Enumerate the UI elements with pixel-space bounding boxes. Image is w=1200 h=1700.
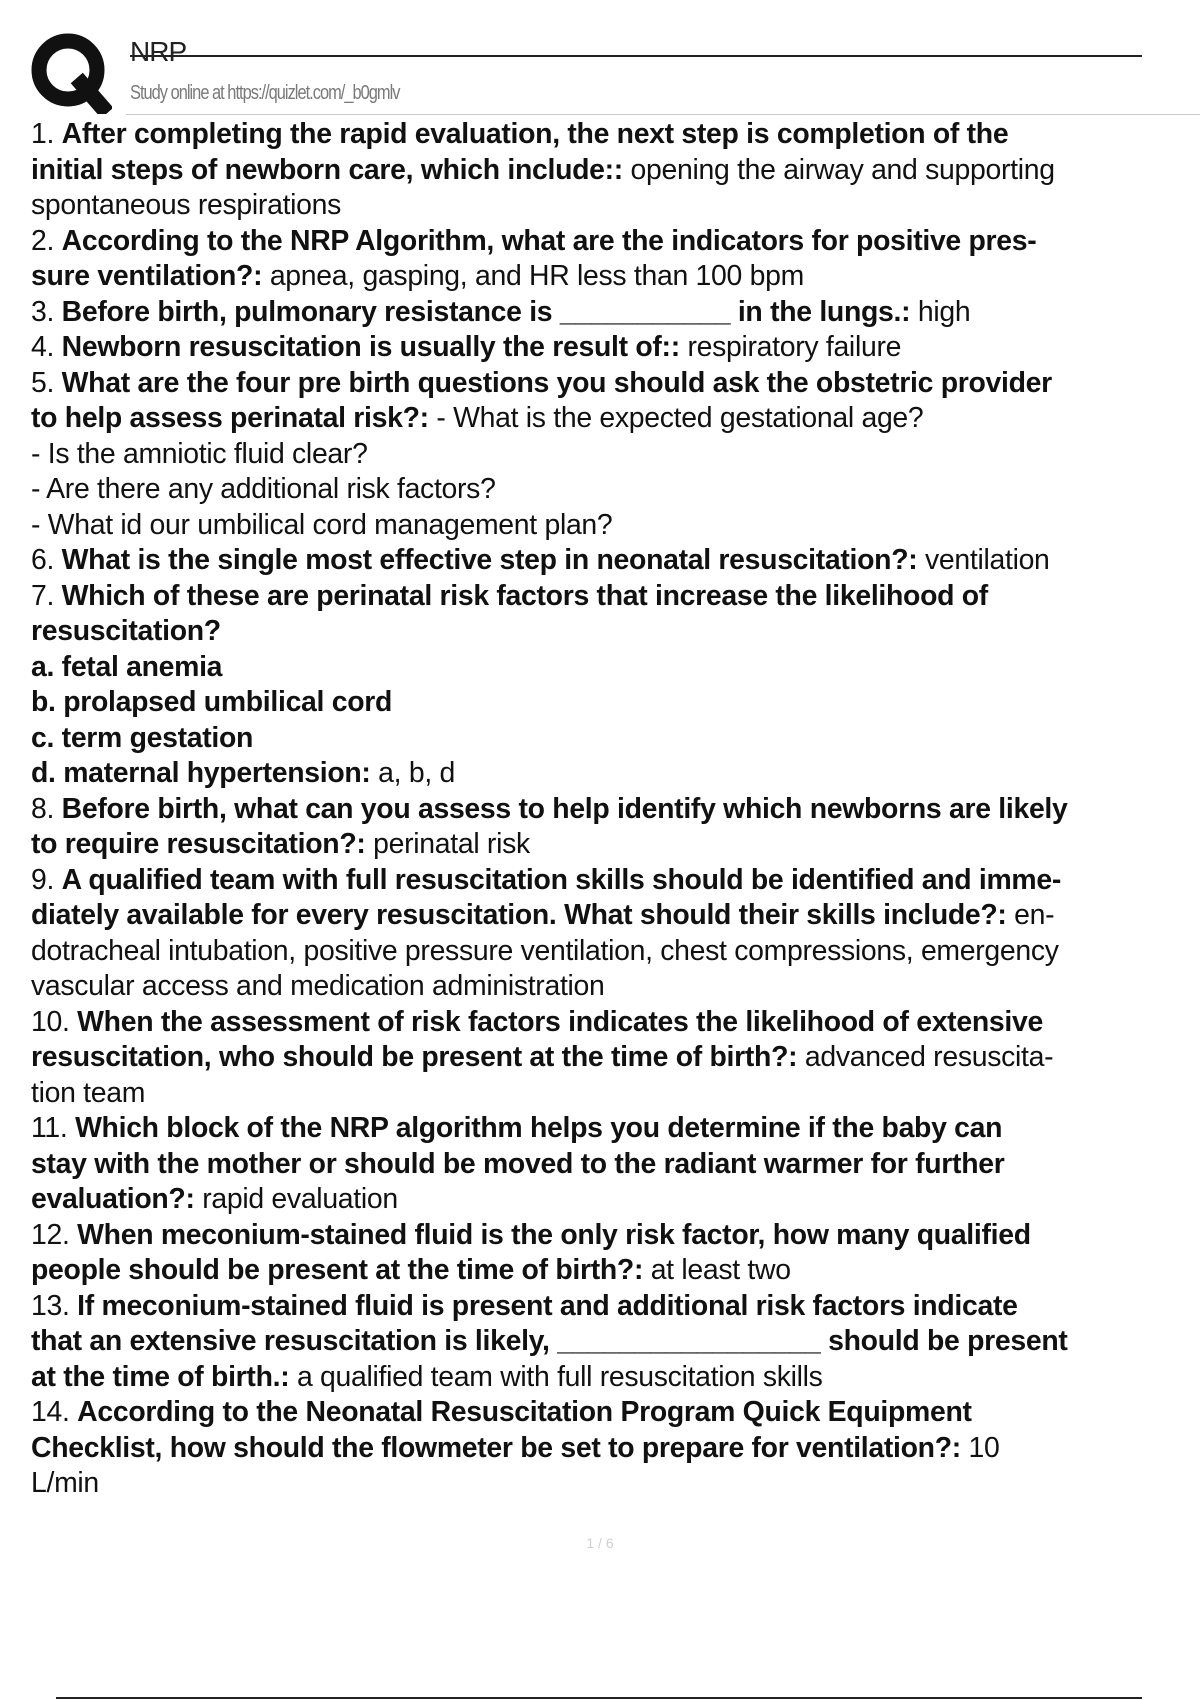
card-number: 9. xyxy=(31,863,55,896)
flashcard-line xyxy=(31,224,1200,260)
card-question: Which block of the NRP algorithm helps you determine if the baby can xyxy=(75,1112,1003,1144)
card-question: What is the single most effective step in neonatal resuscitation?: xyxy=(61,544,918,576)
flashcard-item xyxy=(31,543,1200,579)
card-answer: a, b, d xyxy=(370,757,455,789)
flashcard-item xyxy=(31,224,1200,295)
flashcard-line xyxy=(31,792,1200,828)
title-rule xyxy=(130,55,1142,57)
footer-divider xyxy=(56,1697,1142,1699)
card-answer: en- xyxy=(1006,899,1055,931)
flashcard-line xyxy=(31,401,1200,437)
card-answer: respiratory failure xyxy=(679,331,902,363)
card-question: diately available for every resuscitation. What should their skills include?: xyxy=(31,899,1007,931)
card-question: at the time of birth.: xyxy=(31,1360,290,1393)
card-question: According to the NRP Algorithm, what are the indicators for positive pres- xyxy=(61,224,1037,257)
flashcard-line xyxy=(31,969,1200,1005)
flashcard-line xyxy=(31,1040,1200,1076)
card-answer: ventilation xyxy=(917,544,1050,576)
flashcard-line xyxy=(31,685,1200,721)
flashcard-line xyxy=(31,863,1200,899)
flashcard-line xyxy=(31,756,1200,792)
flashcard-line xyxy=(31,366,1200,402)
card-answer: high xyxy=(910,295,971,328)
header-divider xyxy=(126,114,1200,115)
card-question: c. term gestation xyxy=(31,721,254,754)
card-number: 3. xyxy=(31,295,55,328)
card-question: b. prolapsed umbilical cord xyxy=(31,686,393,718)
flashcard-line xyxy=(31,1253,1200,1289)
quizlet-q-logo-icon xyxy=(30,32,112,114)
flashcard-item xyxy=(31,330,1200,366)
flashcard-line xyxy=(31,259,1200,295)
flashcard-line xyxy=(31,117,1200,153)
card-number: 6. xyxy=(31,544,55,576)
card-number: 13. xyxy=(31,1289,70,1322)
card-answer: dotracheal intubation, positive pressure ventilation, chest compressions, emergency xyxy=(31,934,1059,967)
card-question: d. maternal hypertension: xyxy=(31,757,371,789)
flashcard-line xyxy=(31,1076,1200,1112)
card-answer: a qualified team with full resuscitation skills xyxy=(289,1360,823,1393)
card-answer: - What is the expected gestational age? xyxy=(428,402,924,434)
flashcard-line xyxy=(31,1324,1200,1360)
card-answer: 10 xyxy=(960,1431,1000,1464)
flashcard-line xyxy=(31,1466,1200,1502)
flashcard-item xyxy=(31,1218,1200,1289)
card-answer: - Are there any additional risk factors? xyxy=(31,473,496,505)
card-answer: spontaneous respirations xyxy=(31,189,342,221)
card-answer: rapid evaluation xyxy=(194,1183,398,1215)
card-question: sure ventilation?: xyxy=(31,260,263,292)
card-question: Before birth, pulmonary resistance is ___________ in the lungs.: xyxy=(61,295,911,328)
card-question: What are the four pre birth questions you should ask the obstetric provider xyxy=(61,366,1052,399)
page-number: 1 / 6 xyxy=(586,1535,614,1551)
card-number: 5. xyxy=(31,366,55,399)
flashcard-line xyxy=(31,650,1200,686)
card-question: After completing the rapid evaluation, the next step is completion of the xyxy=(61,118,1009,150)
card-number: 12. xyxy=(31,1218,70,1251)
flashcard-item xyxy=(31,295,1200,331)
flashcard-line xyxy=(31,721,1200,757)
card-answer: tion team xyxy=(31,1076,146,1109)
flashcard-item xyxy=(31,579,1200,792)
flashcard-list xyxy=(31,117,1200,1502)
flashcard-line xyxy=(31,579,1200,615)
card-question: that an extensive resuscitation is likely, _________________ should be present xyxy=(31,1325,1068,1357)
flashcard-item xyxy=(31,863,1200,1005)
card-answer: - Is the amniotic fluid clear? xyxy=(31,437,368,470)
card-question: Before birth, what can you assess to help identify which newborns are likely xyxy=(61,792,1068,825)
flashcard-line xyxy=(31,1147,1200,1183)
card-number: 1. xyxy=(31,118,55,150)
flashcard-line xyxy=(31,1111,1200,1147)
card-answer: vascular access and medication administration xyxy=(31,970,605,1002)
flashcard-line xyxy=(31,295,1200,331)
flashcard-line xyxy=(31,614,1200,650)
card-answer: - What id our umbilical cord management plan? xyxy=(31,508,613,541)
flashcard-line xyxy=(31,437,1200,473)
card-number: 8. xyxy=(31,792,55,825)
flashcard-item xyxy=(31,1395,1200,1502)
card-number: 2. xyxy=(31,224,55,257)
card-question: Newborn resuscitation is usually the result of:: xyxy=(61,331,680,363)
card-answer: apnea, gasping, and HR less than 100 bpm xyxy=(262,260,804,292)
flashcard-item xyxy=(31,1289,1200,1396)
card-question: According to the Neonatal Resuscitation Program Quick Equipment xyxy=(77,1396,972,1428)
flashcard-line xyxy=(31,153,1200,189)
card-question: When meconium-stained fluid is the only risk factor, how many qualified xyxy=(77,1218,1031,1251)
card-question: resuscitation, who should be present at the time of birth?: xyxy=(31,1041,798,1073)
flashcard-line xyxy=(31,1005,1200,1041)
flashcard-line xyxy=(31,1360,1200,1396)
card-question: to require resuscitation?: xyxy=(31,828,366,860)
flashcard-line xyxy=(31,472,1200,508)
card-question: If meconium-stained fluid is present and additional risk factors indicate xyxy=(77,1289,1018,1322)
card-question: to help assess perinatal risk?: xyxy=(31,402,429,434)
flashcard-item xyxy=(31,1111,1200,1218)
card-number: 10. xyxy=(31,1005,70,1038)
study-online-link[interactable]: Study online at https://quizlet.com/_b0gmlv xyxy=(130,82,400,104)
flashcard-line xyxy=(31,1182,1200,1218)
card-question: Checklist, how should the flowmeter be set to prepare for ventilation?: xyxy=(31,1431,961,1464)
flashcard-line xyxy=(31,898,1200,934)
card-question: Which of these are perinatal risk factors that increase the likelihood of xyxy=(61,579,988,612)
flashcard-item xyxy=(31,117,1200,224)
card-question: resuscitation? xyxy=(31,615,221,647)
card-answer: opening the airway and supporting xyxy=(622,153,1055,186)
card-question: A qualified team with full resuscitation skills should be identified and imme- xyxy=(61,863,1062,896)
page-header xyxy=(30,30,1200,120)
card-answer: advanced resuscita- xyxy=(797,1041,1054,1073)
card-answer: L/min xyxy=(31,1467,99,1499)
card-question: When the assessment of risk factors indicates the likelihood of extensive xyxy=(77,1005,1043,1038)
flashcard-line xyxy=(31,827,1200,863)
flashcard-item xyxy=(31,1005,1200,1112)
flashcard-line xyxy=(31,1395,1200,1431)
card-question: initial steps of newborn care, which include:: xyxy=(31,153,623,186)
flashcard-line xyxy=(31,508,1200,544)
card-question: a. fetal anemia xyxy=(31,650,223,683)
flashcard-line xyxy=(31,543,1200,579)
card-number: 11. xyxy=(31,1112,68,1144)
card-number: 14. xyxy=(31,1396,70,1428)
card-answer: perinatal risk xyxy=(365,828,530,860)
card-answer: at least two xyxy=(643,1254,791,1286)
flashcard-line xyxy=(31,1289,1200,1325)
card-question: people should be present at the time of birth?: xyxy=(31,1254,644,1286)
flashcard-line xyxy=(31,1431,1200,1467)
flashcard-item xyxy=(31,366,1200,544)
card-question: stay with the mother or should be moved to the radiant warmer for further xyxy=(31,1147,1005,1180)
flashcard-line xyxy=(31,934,1200,970)
card-number: 7. xyxy=(31,579,55,612)
flashcard-line xyxy=(31,330,1200,366)
flashcard-item xyxy=(31,792,1200,863)
flashcard-line xyxy=(31,188,1200,224)
deck-title: NRP xyxy=(130,36,187,67)
flashcard-line xyxy=(31,1218,1200,1254)
card-number: 4. xyxy=(31,331,55,363)
card-question: evaluation?: xyxy=(31,1183,195,1215)
